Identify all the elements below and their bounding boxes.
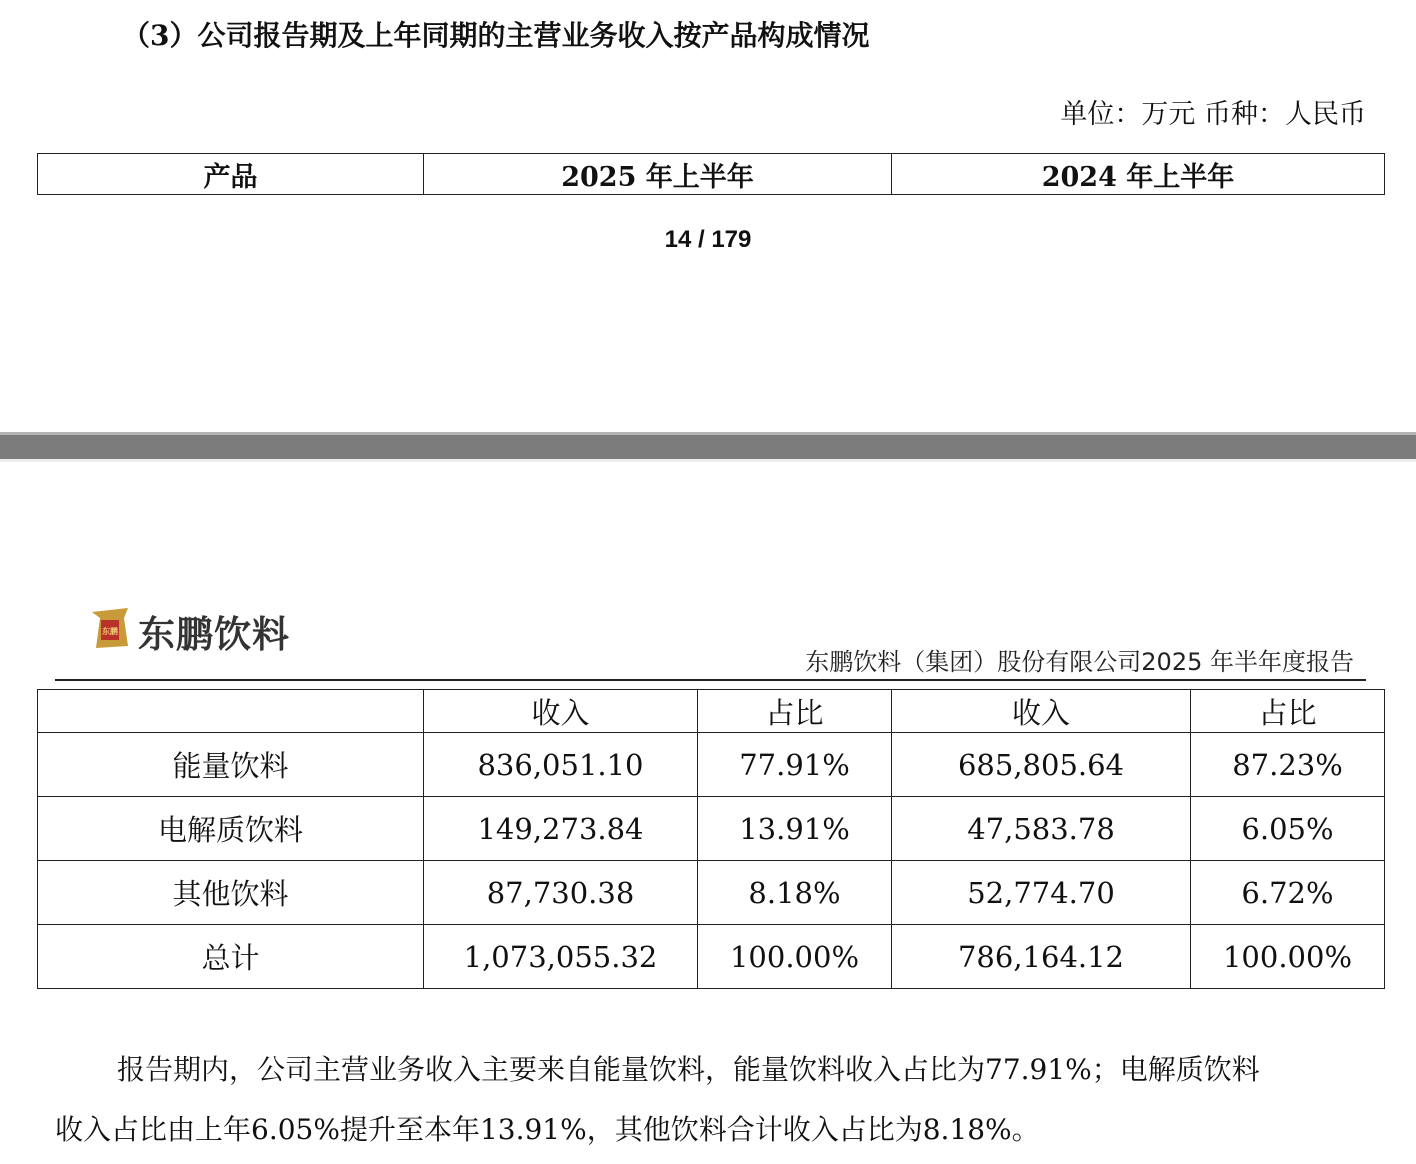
table-row bbox=[38, 797, 1385, 861]
revenue-2024: 786,164.12 bbox=[892, 925, 1191, 989]
revenue-by-product-table bbox=[37, 689, 1385, 989]
revenue-table-header bbox=[37, 153, 1385, 195]
product-name: 其他饮料 bbox=[38, 861, 424, 925]
share-2024: 6.72% bbox=[1191, 861, 1385, 925]
subheader-revenue-2024: 收入 bbox=[892, 690, 1191, 733]
product-name: 电解质饮料 bbox=[38, 797, 424, 861]
report-running-title: 东鹏饮料（集团）股份有限公司2025 年半年度报告 bbox=[805, 648, 1354, 676]
col-header-product: 产品 bbox=[38, 154, 424, 195]
section-heading: （3）公司报告期及上年同期的主营业务收入按产品构成情况 bbox=[122, 19, 870, 52]
revenue-2024: 47,583.78 bbox=[892, 797, 1191, 861]
subheader-share-2025: 占比 bbox=[698, 690, 892, 733]
revenue-2025: 87,730.38 bbox=[424, 861, 698, 925]
table-subheader-row bbox=[38, 690, 1385, 733]
share-2025: 77.91% bbox=[698, 733, 892, 797]
share-2024: 87.23% bbox=[1191, 733, 1385, 797]
analysis-paragraph bbox=[55, 1040, 1375, 1160]
subheader-cell bbox=[38, 690, 424, 733]
page-separator bbox=[0, 432, 1416, 462]
product-name: 总计 bbox=[38, 925, 424, 989]
share-2024: 100.00% bbox=[1191, 925, 1385, 989]
logo-wordmark: 东鹏饮料 bbox=[138, 613, 290, 656]
logo-mark-text: 东鹏 bbox=[102, 627, 118, 636]
revenue-2025: 149,273.84 bbox=[424, 797, 698, 861]
share-2024: 6.05% bbox=[1191, 797, 1385, 861]
col-header-2025h1: 2025 年上半年 bbox=[424, 154, 892, 195]
table-total-row bbox=[38, 925, 1385, 989]
product-name: 能量饮料 bbox=[38, 733, 424, 797]
subheader-share-2024: 占比 bbox=[1191, 690, 1385, 733]
revenue-2025: 1,073,055.32 bbox=[424, 925, 698, 989]
subheader-revenue-2025: 收入 bbox=[424, 690, 698, 733]
paragraph-line: 收入占比由上年6.05%提升至本年13.91%，其他饮料合计收入占比为8.18%。 bbox=[55, 1113, 1040, 1146]
col-header-2024h1: 2024 年上半年 bbox=[892, 154, 1385, 195]
company-logo bbox=[88, 604, 333, 656]
unit-currency-line: 单位：万元 币种：人民币 bbox=[1060, 99, 1366, 130]
table-row bbox=[38, 733, 1385, 797]
share-2025: 8.18% bbox=[698, 861, 892, 925]
revenue-2024: 52,774.70 bbox=[892, 861, 1191, 925]
share-2025: 100.00% bbox=[698, 925, 892, 989]
paragraph-line: 报告期内，公司主营业务收入主要来自能量饮料，能量饮料收入占比为77.91%；电解质饮料 bbox=[117, 1053, 1260, 1086]
revenue-2025: 836,051.10 bbox=[424, 733, 698, 797]
header-rule bbox=[55, 679, 1366, 681]
share-2025: 13.91% bbox=[698, 797, 892, 861]
logo-mark-icon bbox=[88, 604, 132, 650]
table-row bbox=[38, 861, 1385, 925]
page-number: 14 / 179 bbox=[664, 226, 752, 253]
revenue-2024: 685,805.64 bbox=[892, 733, 1191, 797]
